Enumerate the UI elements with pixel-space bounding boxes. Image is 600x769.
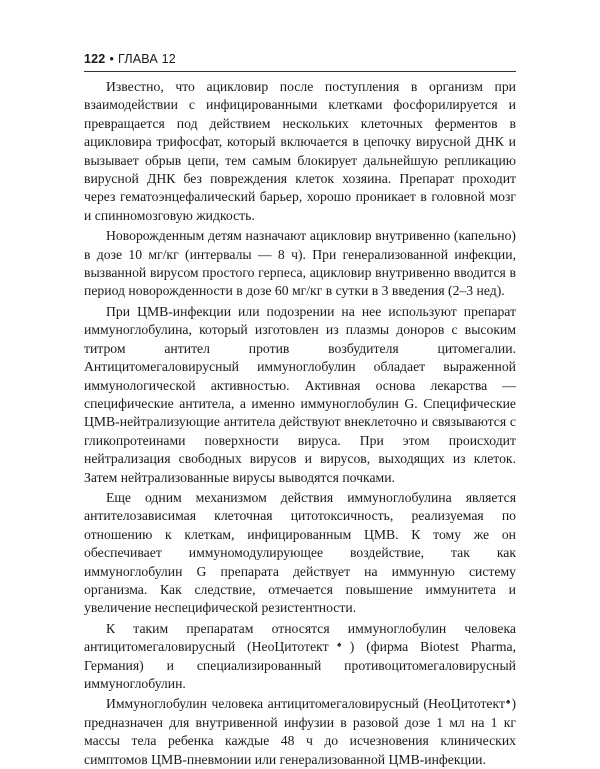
- paragraph: [84, 695, 516, 769]
- chapter-title: ГЛАВА 12: [118, 52, 176, 66]
- paragraph-text: ) (фирма Biotest Pharma, Германия) и специализированный противоцитомегаловирусный иммуноглобулин.: [84, 639, 516, 691]
- header-rule: [84, 71, 516, 72]
- running-head: [84, 52, 176, 66]
- paragraph: При ЦМВ-инфекции или подозрении на нее используют препарат иммуноглобулина, который изготовлен из плазмы доноров с высоким титром антител против возбудителя цитомегалии. Антицитомегаловирусный иммуноглобулин обладает выраженной иммунологической активностью. Активная основа лекарства — специфические антитела, а именно иммуноглобулин G. Специфические ЦМВ-нейтрализующие антитела действуют внеклеточно и связываются с гликопротеинами поверхности вируса. При этом происходит нейтрализация свободных вирусов и вирусов, выходящих из клеток. Затем нейтрализованные вирусы выводятся почками.: [84, 303, 516, 485]
- paragraph: Новорожденным детям назначают ацикловир внутривенно (капельно) в дозе 10 мг/кг (интервалы — 8 ч). При генерализованной инфекции, вызванной вирусом простого герпеса, ацикловир внутривенно вводится в период новорожденности в дозе 60 мг/кг в сутки в 3 введения (2–3 нед).: [84, 228, 516, 299]
- paragraph: Известно, что ацикловир после поступления в организм при взаимодействии с инфицированными клетками фосфорилируется и превращается под действием нескольких клеточных ферментов в ацикловира трифосфат, который включается в цепочку вирусной ДНК и вызывает обрыв цепи, тем самым блокирует дальнейшую репликацию вирусной ДНК без повреждения клеток хозяина. Препарат проходит через гематоэнцефалический барьер, хорошо проникает в головной мозг и спинномозговую жидкость.: [84, 79, 516, 223]
- body-text: [84, 78, 516, 769]
- paragraph-text: К таким препаратам относятся иммуноглобулин человека антицитомегаловирусный (НеоЦитотект: [84, 620, 516, 655]
- page-number: 122: [84, 52, 106, 66]
- paragraph-text: ) предназначен для внутривенной инфузии в разовой дозе 1 мл на 1 кг массы тела ребенка каждые 48 ч до исчезновения клинических симптомов ЦМВ-пневмонии или генерализованной ЦМВ-инфекции.: [84, 696, 516, 767]
- paragraph-text: Иммуноглобулин человека антицитомегаловирусный (НеоЦитотект: [106, 696, 505, 712]
- paragraph: [84, 620, 516, 694]
- trademark-mark: ♠: [504, 697, 512, 707]
- header-separator: •: [109, 52, 115, 66]
- trademark-mark: ♠: [328, 640, 350, 650]
- paragraph: Еще одним механизмом действия иммуноглобулина является антителозависимая клеточная цитотоксичность, реализуемая по отношению к клеткам, инфицированным ЦМВ. К тому же он обеспечивает иммуномодулирующее воздействие, так как иммуноглобулин G препарата действует на иммунную систему организма. Как следствие, отмечается повышение иммунитета и увеличение неспецифической резистентности.: [84, 489, 516, 616]
